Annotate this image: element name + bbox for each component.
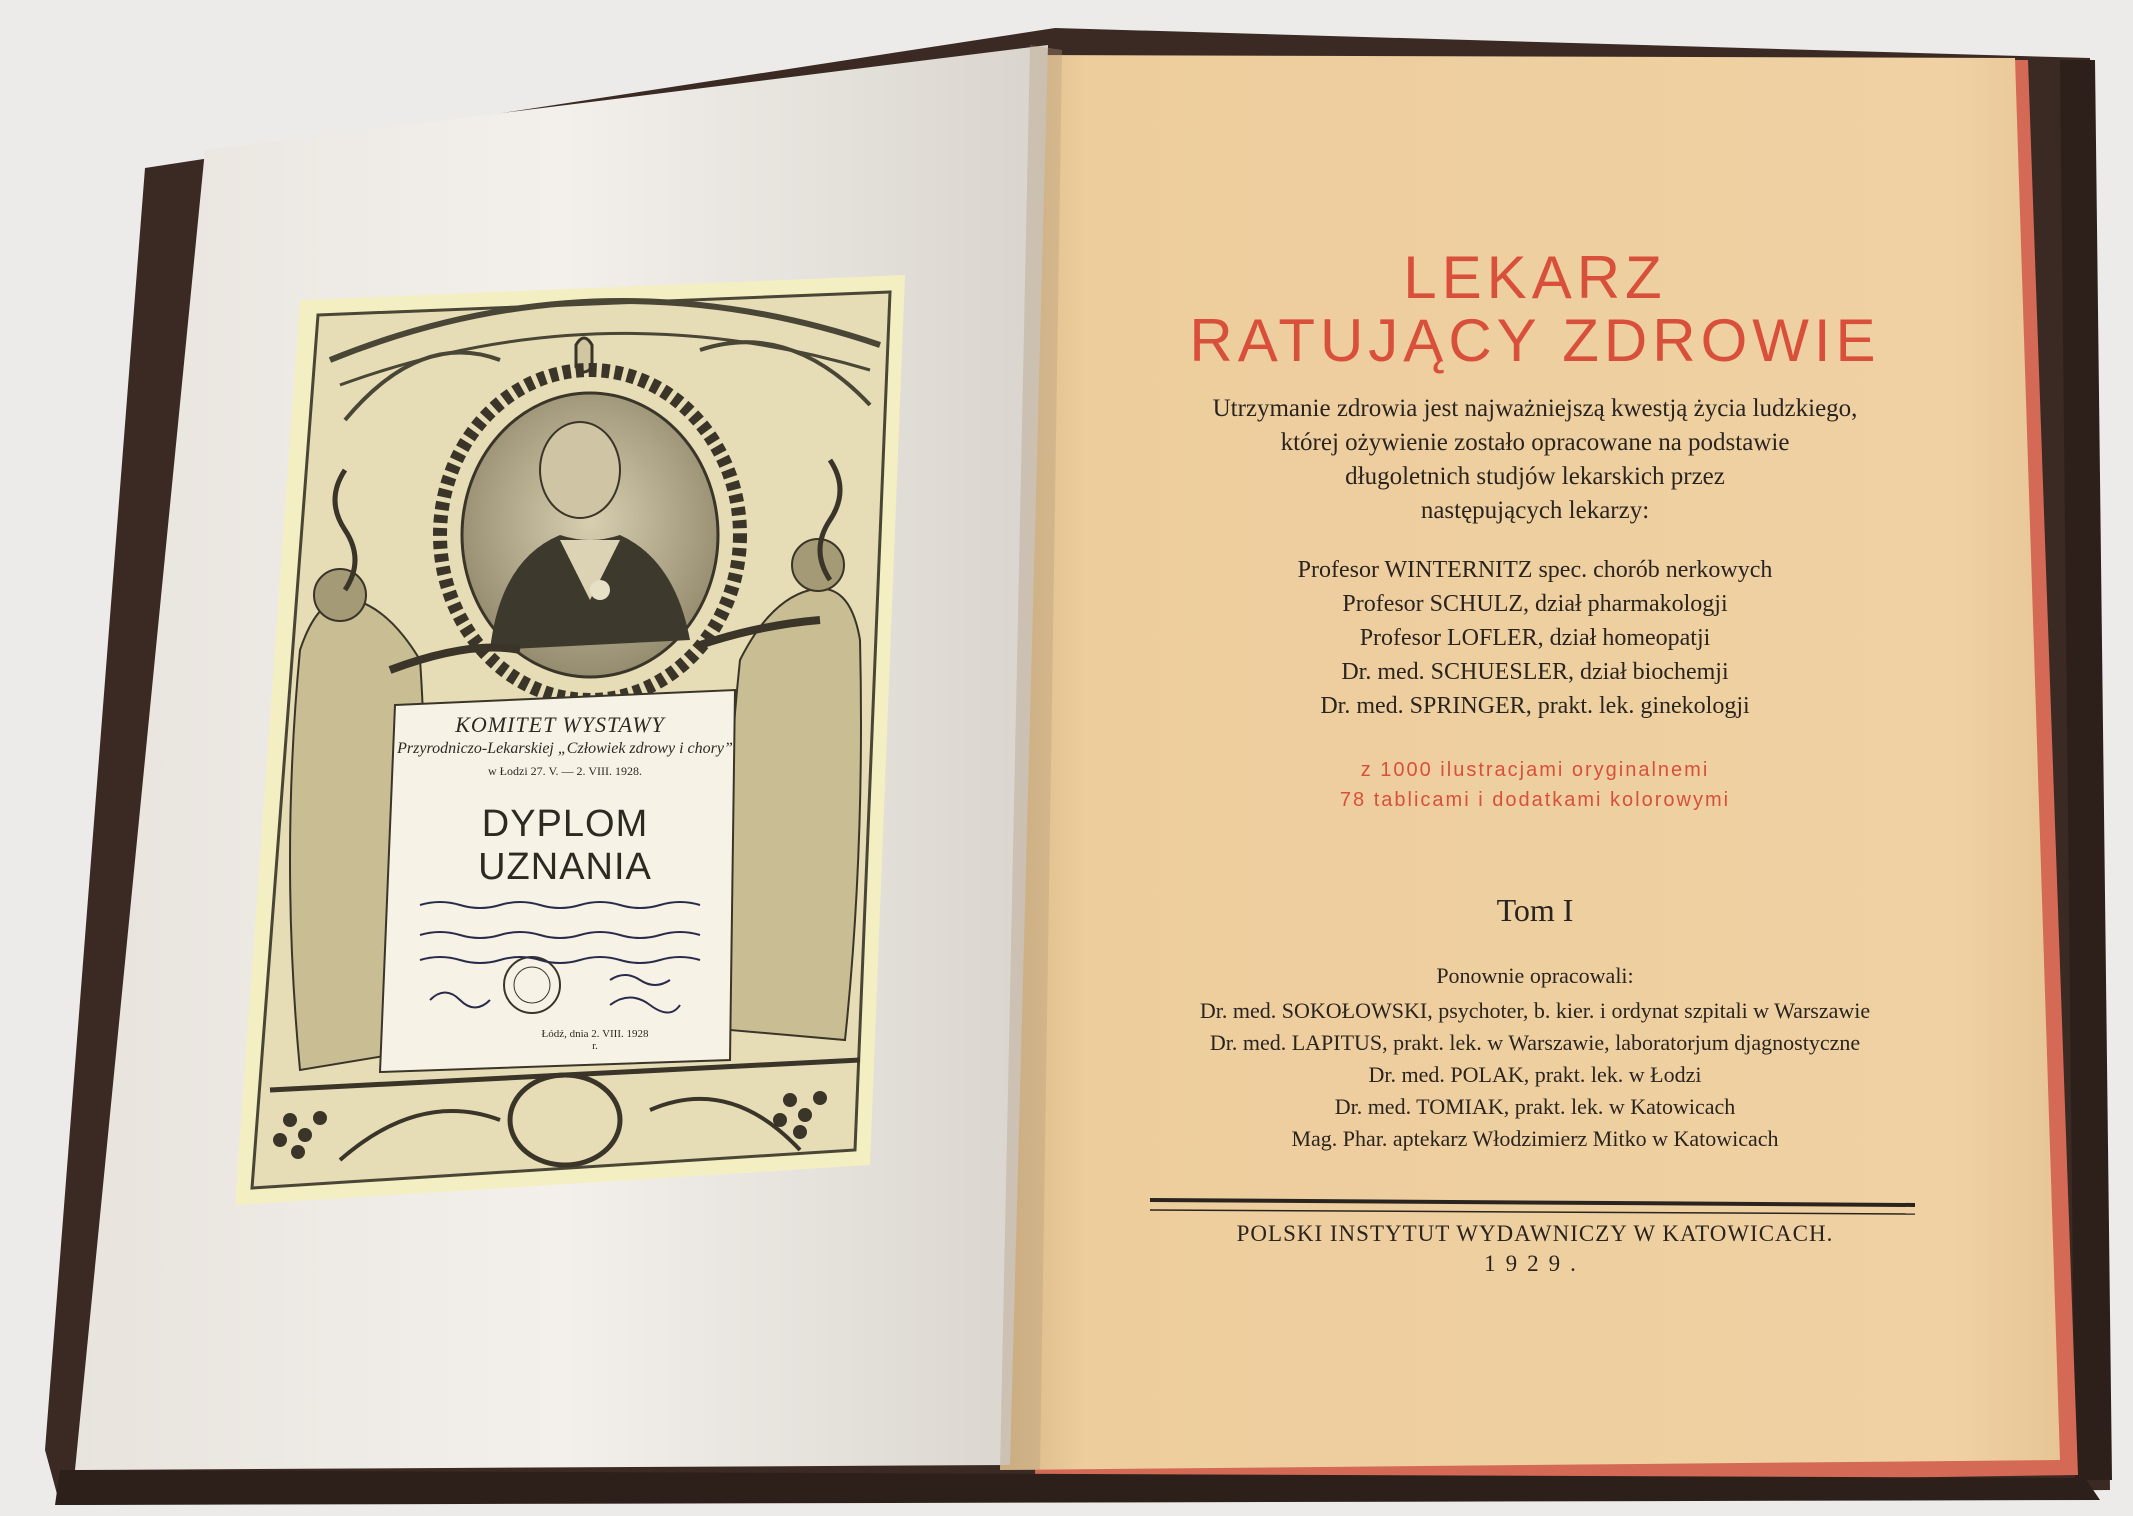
- author-list: [1000, 553, 2070, 723]
- reviser-line: Dr. med. TOMIAK, prakt. lek. w Katowicach: [1334, 1094, 1736, 1119]
- intro-line: następujących lekarzy:: [1420, 497, 1650, 524]
- author-line: Profesor WINTERNITZ spec. chorób nerkowych: [1297, 557, 1773, 583]
- diploma-place-date: w Łodzi 27. V. — 2. VIII. 1928.: [488, 764, 642, 778]
- volume-label: Tom I: [1496, 892, 1574, 928]
- title-line-2: RATUJĄCY ZDROWIE: [1189, 307, 1881, 374]
- intro-text: [1000, 392, 2070, 528]
- reviser-line: Mag. Phar. aptekarz Włodzimierz Mitko w Katowicach: [1291, 1126, 1779, 1151]
- diploma-exhibition: Przyrodniczo-Lekarskiej „Człowiek zdrowy i chory”: [397, 740, 733, 757]
- reviser-line: Dr. med. POLAK, prakt. lek. w Łodzi: [1368, 1062, 1702, 1087]
- author-line: Dr. med. SPRINGER, prakt. lek. ginekologji: [1320, 693, 1750, 719]
- diploma-committee: KOMITET WYSTAWY: [455, 712, 665, 737]
- intro-line: długoletnich studjów lekarskich przez: [1345, 463, 1725, 490]
- author-line: Profesor SCHULZ, dział pharmakologji: [1342, 591, 1728, 617]
- diploma-issued: Łódź, dnia 2. VIII. 1928 r.: [541, 1028, 649, 1052]
- illustrations-line: 78 tablicami i dodatkami kolorowymi: [1339, 789, 1731, 811]
- title-line-1: LEKARZ: [1403, 244, 1667, 311]
- author-line: Dr. med. SCHUESLER, dział biochemji: [1341, 659, 1729, 685]
- publisher: POLSKI INSTYTUT WYDAWNICZY W KATOWICACH.: [1236, 1221, 1834, 1246]
- diploma-award: DYPLOM UZNANIA: [478, 803, 652, 888]
- publication-year: 1929.: [1484, 1251, 1586, 1276]
- author-line: Profesor LOFLER, dział homeopatji: [1359, 625, 1711, 651]
- illustrations-line: z 1000 ilustracjami oryginalnemi: [1360, 759, 1710, 781]
- intro-line: której ożywienie zostało opracowane na podstawie: [1280, 429, 1790, 456]
- reviser-list: [1000, 995, 2070, 1155]
- revised-heading: Ponownie opracowali:: [1436, 963, 1634, 988]
- reviser-line: Dr. med. LAPITUS, prakt. lek. w Warszawie, laboratorjum djagnostyczne: [1209, 1030, 1861, 1055]
- reviser-line: Dr. med. SOKOŁOWSKI, psychoter, b. kier. i ordynat szpitali w Warszawie: [1199, 998, 1871, 1023]
- intro-line: Utrzymanie zdrowia jest najważniejszą kwestją życia ludzkiego,: [1212, 395, 1858, 422]
- illustrations-note: [1000, 755, 2070, 815]
